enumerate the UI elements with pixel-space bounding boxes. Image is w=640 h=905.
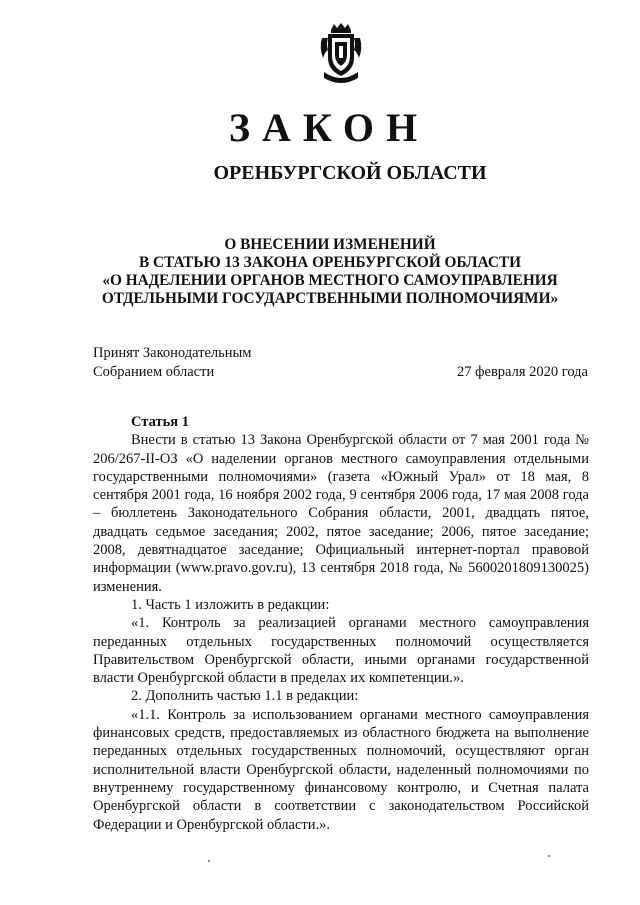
adoption-note	[93, 344, 251, 382]
article-paragraph: Внести в статью 13 Закона Оренбургской области от 7 мая 2001 года № 206/267-II-ОЗ «О наделении органов местного самоуправления отдельными государственными полномочиями» (газета «Южный Урал» от 18 мая, 8 сентября 2001 года, 16 ноября 2002 года, 9 сентября 2006 года, 17 мая 2008 года – бюллетень Законодательного Собрания области, 2001, двадцать пятое, двадцать седьмое заседания; 2002, пятое заседание; 2006, пятое заседание; 2008, девятнадцатое заседание; Официальный интернет-портал правовой информации (www.pravo.gov.ru), 13 сентября 2018 года, № 5600201809130025) изменения.	[93, 432, 589, 595]
orenburg-coat-of-arms-icon	[318, 22, 364, 86]
adoption-date: 27 февраля 2020 года	[456, 364, 588, 380]
scan-speck	[548, 855, 550, 857]
scan-speck	[208, 860, 210, 862]
law-title: ЗАКОН	[228, 105, 430, 150]
subject-line: ОТДЕЛЬНЫМИ ГОСУДАРСТВЕННЫМИ ПОЛНОМОЧИЯМИ»	[101, 290, 559, 307]
law-subject	[80, 236, 580, 308]
adoption-line: Принят Законодательным	[93, 345, 252, 361]
adoption-line: Собранием области	[93, 364, 215, 380]
subject-line: «О НАДЕЛЕНИИ ОРГАНОВ МЕСТНОГО САМОУПРАВЛЕНИЯ	[102, 272, 558, 289]
article-paragraph: «1. Контроль за реализацией органами местного самоуправления переданных отдельных государственных полномочий осуществляется Правительством Оренбургской области, иными органами государственной власти Оренбургской области в пределах их компетенции.».	[93, 615, 589, 687]
subject-line: В СТАТЬЮ 13 ЗАКОНА ОРЕНБУРГСКОЙ ОБЛАСТИ	[138, 254, 522, 271]
article-body	[93, 413, 589, 834]
law-region: ОРЕНБУРГСКОЙ ОБЛАСТИ	[213, 162, 487, 184]
subject-line: О ВНЕСЕНИИ ИЗМЕНЕНИЙ	[224, 236, 436, 253]
article-paragraph: 1. Часть 1 изложить в редакции:	[131, 596, 330, 613]
article-paragraph: «1.1. Контроль за использованием органами местного самоуправления финансовых средств, предоставляемых из областного бюджета на выполнение переданных отдельных государственных полномочий, осуществляют орган исполнительной власти Оренбургской области, наделенный полномочиями по внутреннему государственному финансовому контролю, и Счетная палата Оренбургской области в соответствии с законодательством Российской Федерации и Оренбургской области.».	[93, 706, 589, 833]
article-heading: Статья 1	[131, 414, 189, 430]
article-paragraph: 2. Дополнить частью 1.1 в редакции:	[131, 688, 359, 705]
